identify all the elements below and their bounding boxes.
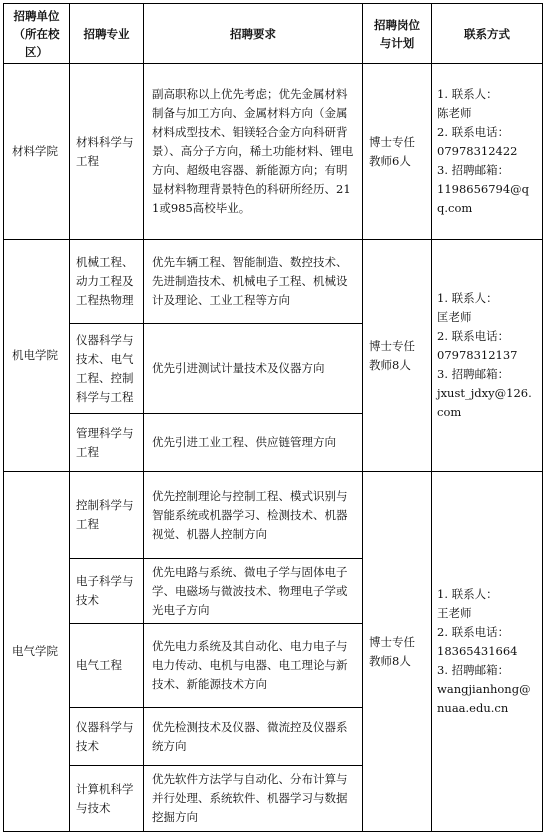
major-cell: 电气工程	[70, 624, 144, 708]
major-cell: 材料科学与工程	[70, 64, 144, 240]
header-unit: 招聘单位（所在校区）	[4, 4, 70, 64]
header-contact: 联系方式	[432, 4, 543, 64]
unit-cell: 机电学院	[4, 240, 70, 472]
contact-line: 1198656794@qq.com	[437, 182, 530, 215]
contact-line: 3. 招聘邮箱：	[437, 163, 510, 177]
contact-cell	[432, 472, 543, 832]
major-cell: 管理科学与工程	[70, 414, 144, 472]
major-cell: 计算机科学与技术	[70, 766, 144, 832]
contact-line: 王老师	[437, 606, 472, 620]
contact-cell	[432, 240, 543, 472]
contact-line: 07978312137	[437, 348, 518, 362]
contact-line: 3. 招聘邮箱：	[437, 367, 510, 381]
requirement-cell: 优先软件方法学与自动化、分布计算与并行处理、系统软件、机器学习与数据挖掘方向	[144, 766, 363, 832]
contact-line: 匡老师	[437, 310, 472, 324]
major-cell: 仪器科学与技术	[70, 708, 144, 766]
header-position: 招聘岗位与计划	[363, 4, 432, 64]
table-row	[4, 240, 543, 324]
contact-line: 1. 联系人：	[437, 87, 498, 101]
table-row	[4, 64, 543, 240]
contact-line: wangjianhong@nuaa.edu.cn	[437, 682, 531, 715]
requirement-cell: 优先电力系统及其自动化、电力电子与电力传动、电机与电器、电工理论与新技术、新能源技术方向	[144, 624, 363, 708]
unit-cell: 电气学院	[4, 472, 70, 832]
contact-line: 2. 联系电话：	[437, 625, 510, 639]
major-cell: 电子科学与技术	[70, 559, 144, 624]
unit-cell: 材料学院	[4, 64, 70, 240]
requirement-cell: 优先检测技术及仪器、微流控及仪器系统方向	[144, 708, 363, 766]
contact-line: 2. 联系电话：	[437, 329, 510, 343]
contact-line: 3. 招聘邮箱：	[437, 663, 510, 677]
header-major: 招聘专业	[70, 4, 144, 64]
contact-line: 18365431664	[437, 644, 518, 658]
header-requirement: 招聘要求	[144, 4, 363, 64]
requirement-cell: 优先引进测试计量技术及仪器方向	[144, 324, 363, 414]
contact-line: 1. 联系人：	[437, 587, 498, 601]
requirement-cell: 优先引进工业工程、供应链管理方向	[144, 414, 363, 472]
major-cell: 仪器科学与技术、电气工程、控制科学与工程	[70, 324, 144, 414]
position-cell: 博士专任教师8人	[363, 240, 432, 472]
position-cell: 博士专任教师8人	[363, 472, 432, 832]
requirement-cell: 优先电路与系统、微电子学与固体电子学、电磁场与微波技术、物理电子学或光电子方向	[144, 559, 363, 624]
contact-line: 2. 联系电话：	[437, 125, 510, 139]
position-cell: 博士专任教师6人	[363, 64, 432, 240]
requirement-cell: 副高职称以上优先考虑；优先金属材料制备与加工方向、金属材料方向（金属材料成型技术、钼镁轻合金方向科研背景）、高分子方向，稀土功能材料、锂电方向、超级电容器、新能源方向；有明显材料物理背景特色的科研所经历、211或985高校毕业。	[144, 64, 363, 240]
table-row	[4, 472, 543, 559]
contact-line: 07978312422	[437, 144, 518, 158]
contact-cell	[432, 64, 543, 240]
contact-line: 陈老师	[437, 106, 472, 120]
major-cell: 控制科学与工程	[70, 472, 144, 559]
major-cell: 机械工程、动力工程及工程热物理	[70, 240, 144, 324]
recruitment-table	[3, 3, 543, 832]
header-row	[4, 4, 543, 64]
requirement-cell: 优先车辆工程、智能制造、数控技术、先进制造技术、机械电子工程、机械设计及理论、工业工程等方向	[144, 240, 363, 324]
contact-line: 1. 联系人：	[437, 291, 498, 305]
requirement-cell: 优先控制理论与控制工程、模式识别与智能系统或机器学习、检测技术、机器视觉、机器人控制方向	[144, 472, 363, 559]
contact-line: jxust_jdxy@126.com	[437, 386, 532, 419]
